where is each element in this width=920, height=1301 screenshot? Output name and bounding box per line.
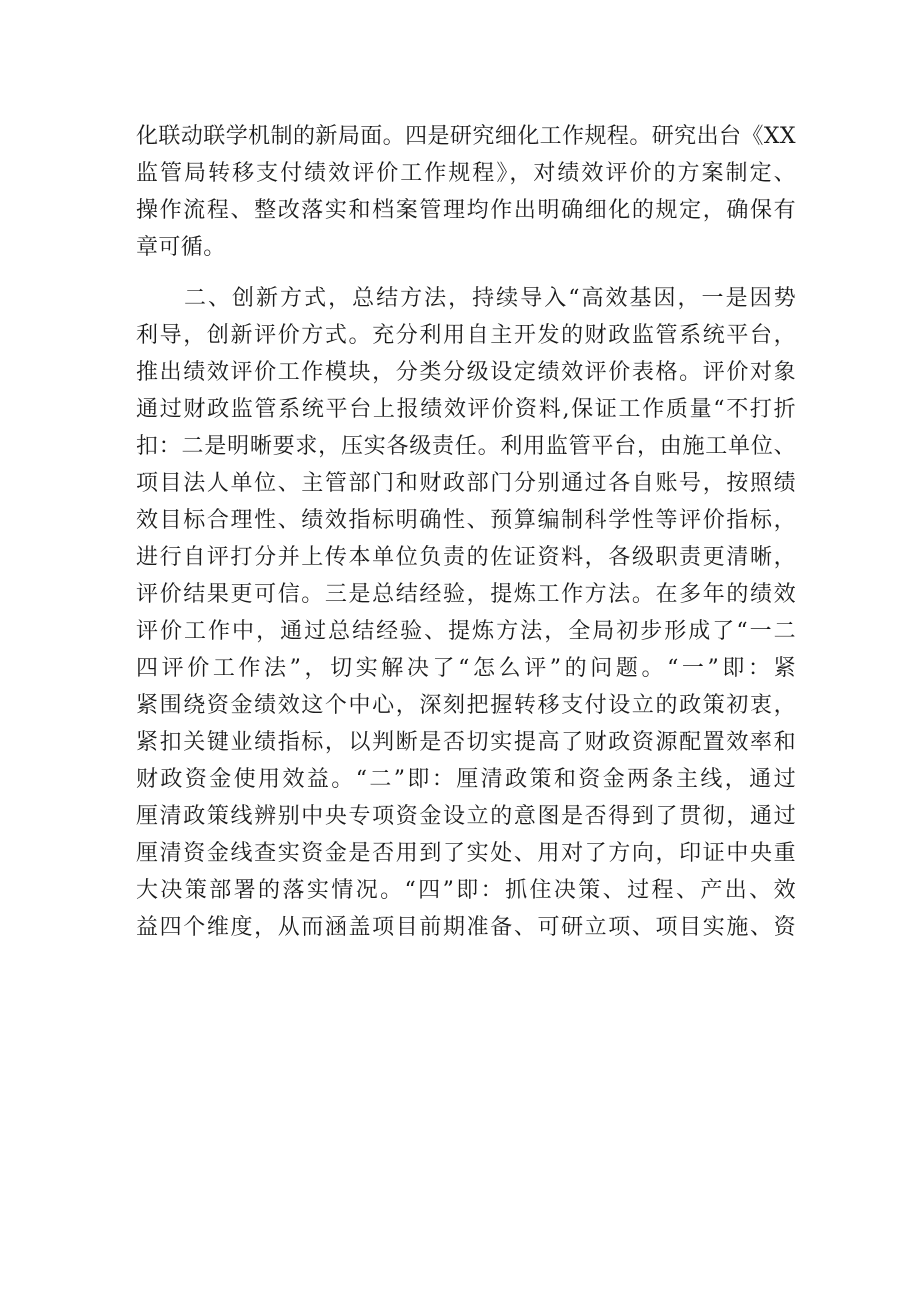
paragraph-line: 厘清资金线查实资金是否用到了实处、用对了方向，印证中央重: [136, 841, 796, 866]
paragraph-line: 利导，创新评价方式。充分利用自主开发的财政监管系统平台，: [136, 323, 796, 348]
paragraph-line: 进行自评打分并上传本单位负责的佐证资料，各级职责更清晰，: [136, 545, 796, 570]
paragraph-line: 评价工作中，通过总结经验、提炼方法，全局初步形成了“一二: [136, 619, 796, 644]
body-text: [136, 118, 796, 946]
paragraph-line: 通过财政监管系统平台上报绩效评价资料,保证工作质量“不打折: [136, 397, 796, 422]
paragraph-line: 扣：二是明晰要求，压实各级责任。利用监管平台，由施工单位、: [136, 434, 796, 459]
paragraph-line: 化联动联学机制的新局面。四是研究细化工作规程。研究出台《XX: [136, 124, 796, 149]
paragraph-line: 二、创新方式，总结方法，持续导入“高效基因，一是因势: [184, 286, 796, 311]
paragraph-line: 章可循。: [136, 235, 226, 260]
paragraph-line: 财政资金使用效益。“二”即：厘清政策和资金两条主线，通过: [136, 767, 796, 792]
paragraph-line: 推出绩效评价工作模块，分类分级设定绩效评价表格。评价对象: [136, 360, 796, 385]
paragraph-line: 厘清政策线辨别中央专项资金设立的意图是否得到了贯彻，通过: [136, 804, 796, 829]
paragraph-line: 四评价工作法”，切实解决了“怎么评”的问题。“一”即：紧: [136, 656, 796, 681]
paragraph-line: 益四个维度，从而涵盖项目前期准备、可研立项、项目实施、资: [136, 915, 796, 940]
paragraph-2: [136, 280, 796, 946]
paragraph-line: 紧扣关键业绩指标，以判断是否切实提高了财政资源配置效率和: [136, 730, 796, 755]
paragraph-line: 监管局转移支付绩效评价工作规程》，对绩效评价的方案制定、: [136, 161, 796, 186]
paragraph-line: 项目法人单位、主管部门和财政部门分别通过各自账号，按照绩: [136, 471, 796, 496]
paragraph-spacer: [136, 266, 796, 280]
paragraph-line: 大决策部署的落实情况。“四”即：抓住决策、过程、产出、效: [136, 878, 796, 903]
paragraph-line: 评价结果更可信。三是总结经验，提炼工作方法。在多年的绩效: [136, 582, 796, 607]
paragraph-1: [136, 118, 796, 266]
paragraph-line: 紧围绕资金绩效这个中心，深刻把握转移支付设立的政策初衷，: [136, 693, 796, 718]
paragraph-line: 操作流程、整改落实和档案管理均作出明确细化的规定，确保有: [136, 198, 796, 223]
paragraph-line: 效目标合理性、绩效指标明确性、预算编制科学性等评价指标，: [136, 508, 796, 533]
